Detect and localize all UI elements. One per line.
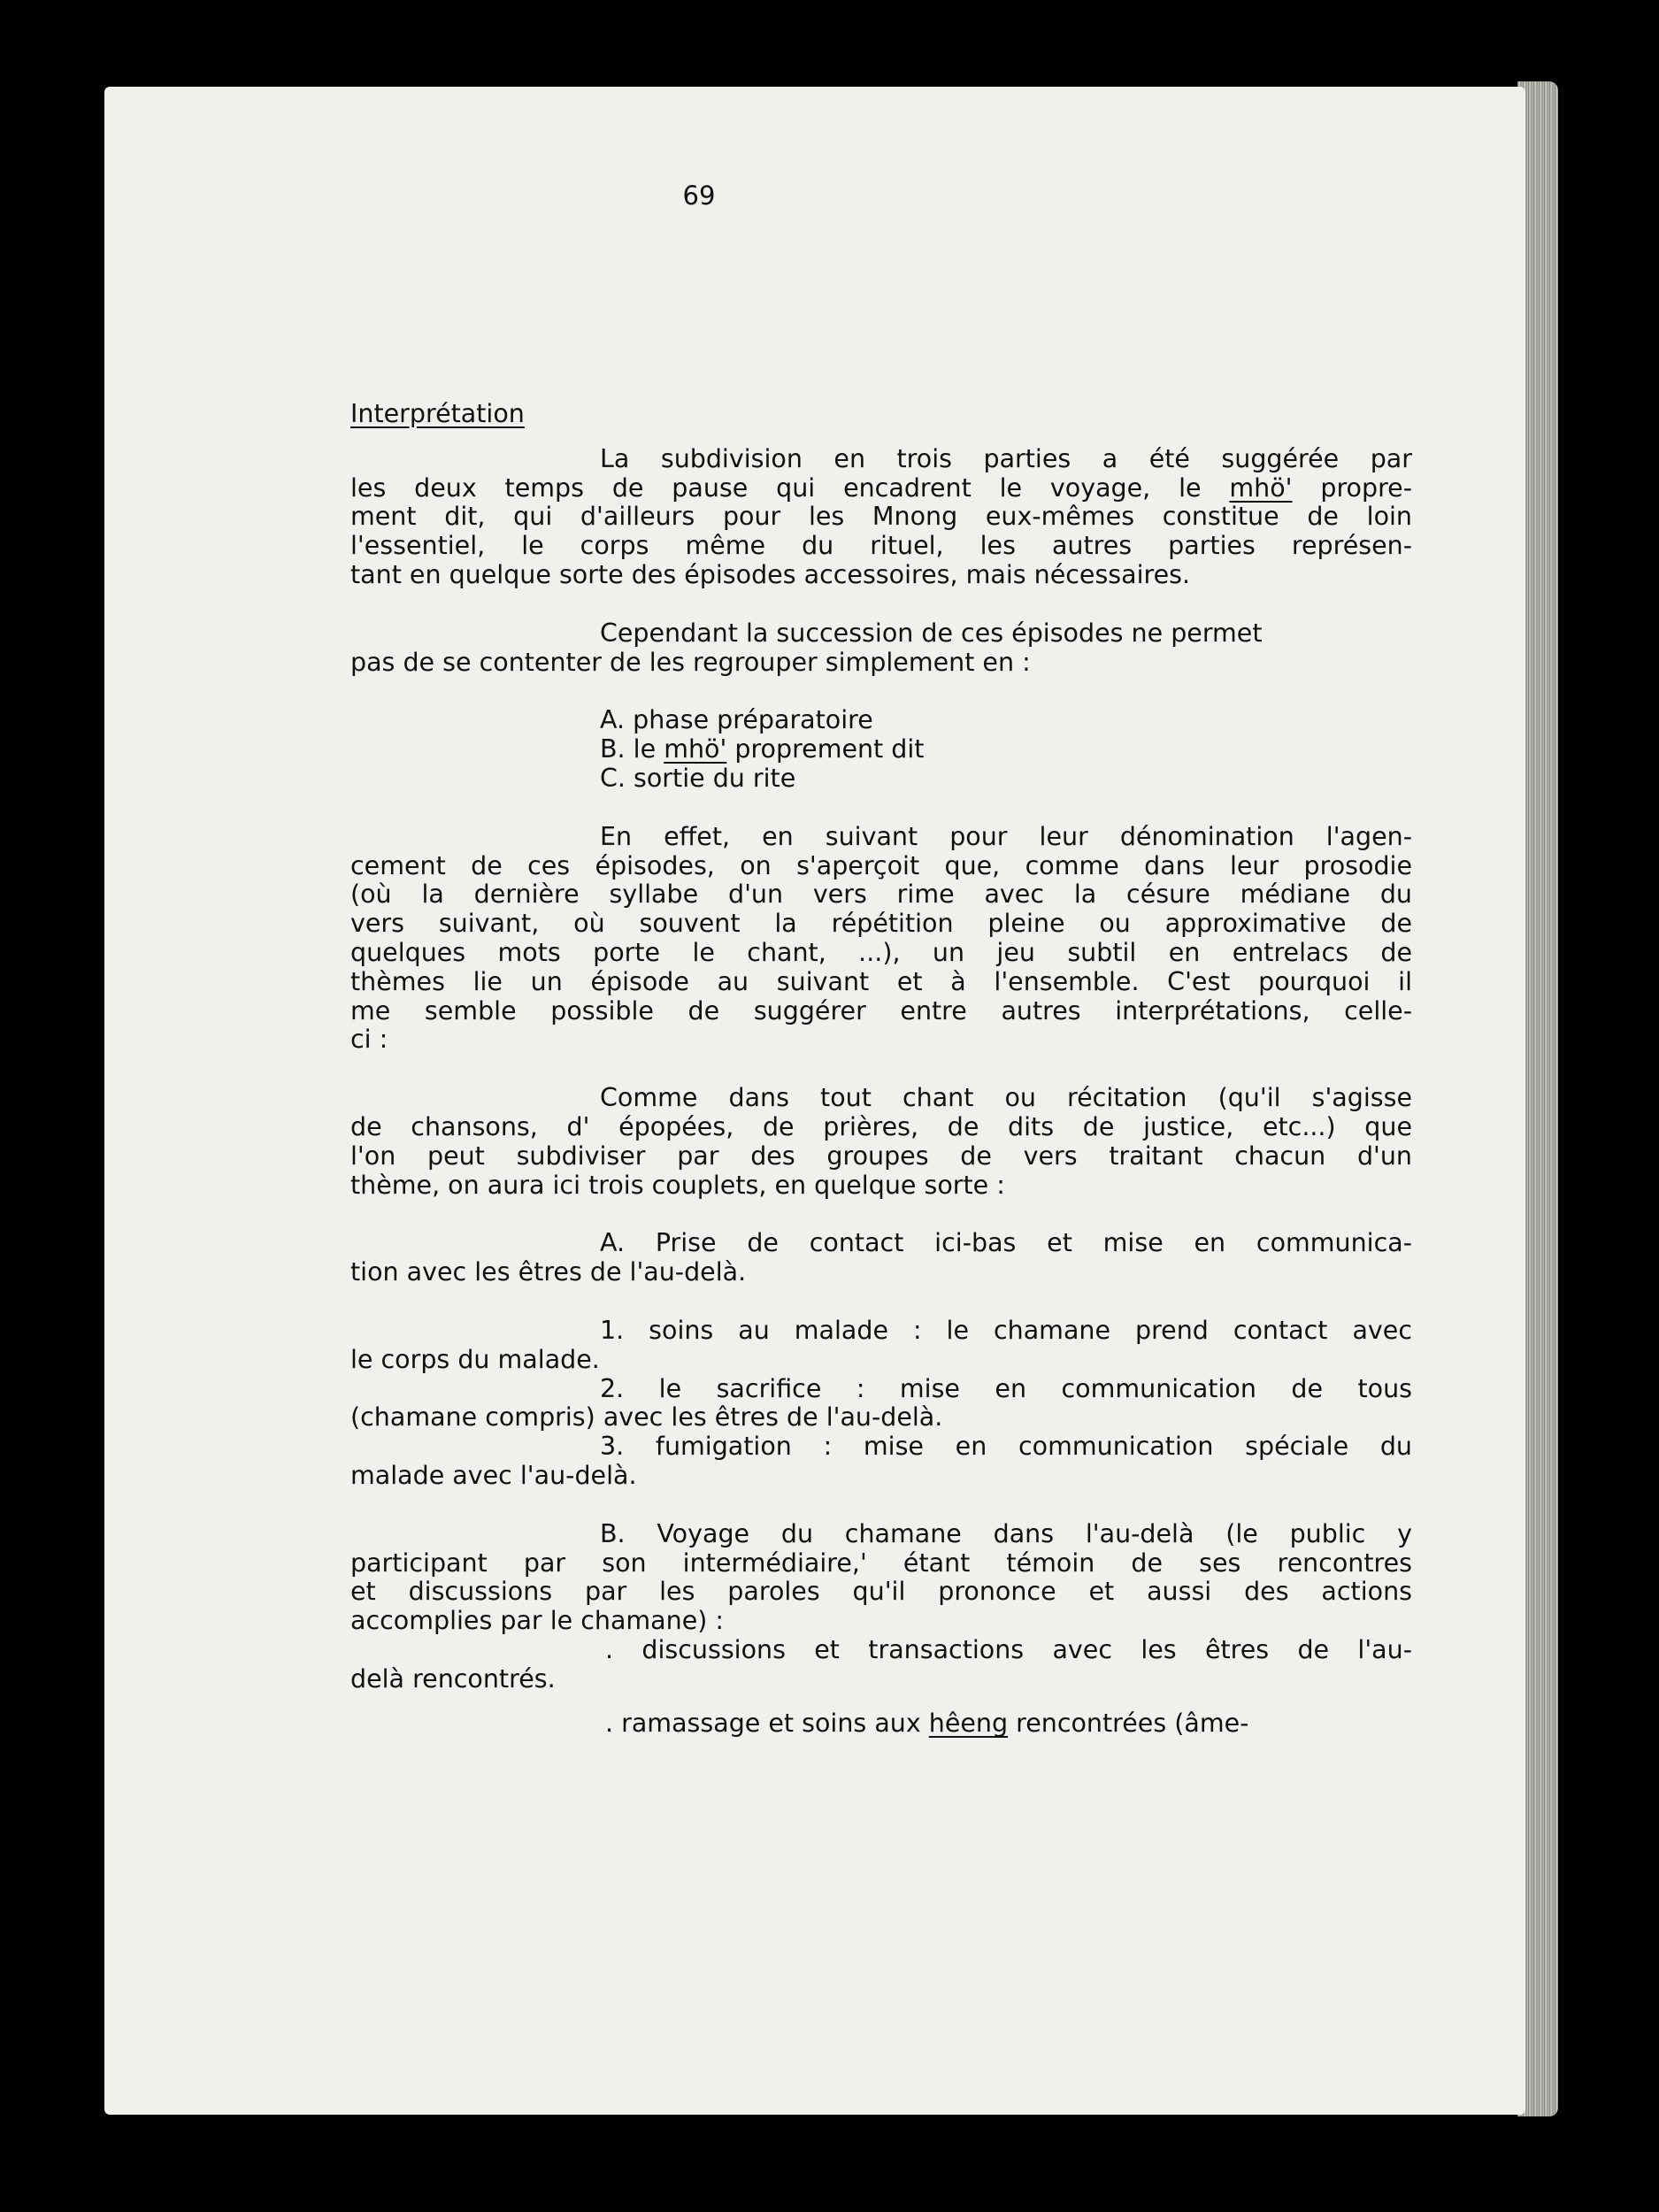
list-item: A. phase préparatoire <box>600 705 873 735</box>
section-b <box>350 1520 1412 1636</box>
bullet-b2 <box>350 1709 1412 1739</box>
text-line: cement de ces épisodes, on s'aperçoit que, comme dans leur prosodie <box>350 850 1412 880</box>
text-line: accomplies par le chamane) : <box>350 1606 725 1636</box>
text-line: A. Prise de contact ici-bas et mise en communica- <box>600 1228 1412 1258</box>
page-number: 69 <box>682 180 716 211</box>
list-item: C. sortie du rite <box>600 763 796 793</box>
item-a1 <box>350 1317 1412 1375</box>
phase-list <box>350 706 1412 793</box>
text-line: le corps du malade. <box>350 1344 600 1374</box>
text-line: thème, on aura ici trois couplets, en quelque sorte : <box>350 1170 1005 1200</box>
paragraph-4 <box>350 1084 1412 1200</box>
text-line: et discussions par les paroles qu'il prononce et aussi des actions <box>350 1577 1412 1607</box>
text-line: La subdivision en trois parties a été suggérée par <box>600 443 1412 473</box>
text-line: ment dit, qui d'ailleurs pour les Mnong eux-mêmes constitue de loin <box>350 502 1412 532</box>
text-line: B. Voyage du chamane dans l'au-delà (le public y <box>600 1518 1412 1548</box>
item-a3 <box>350 1432 1412 1491</box>
text-span: B. le <box>600 734 664 764</box>
text-span: . ramassage et soins aux <box>605 1709 929 1739</box>
text-line: quelques mots porte le chant, ...), un jeu subtil en entrelacs de <box>350 937 1412 967</box>
text-line <box>350 1709 1412 1739</box>
text-line: tion avec les êtres de l'au-delà. <box>350 1257 747 1287</box>
term-mho: mhö' <box>1229 472 1293 503</box>
text-span: les deux temps de pause qui encadrent le voyage, le <box>350 472 1230 503</box>
paragraph-1 <box>350 445 1412 590</box>
text-line: tant en quelque sorte des épisodes accessoires, mais nécessaires. <box>350 559 1191 589</box>
text-line: malade avec l'au-delà. <box>350 1460 637 1490</box>
text-line: de chansons, d' épopées, de prières, de dits de justice, etc...) que <box>350 1111 1412 1141</box>
text-line: Comme dans tout chant ou récitation (qu'il s'agisse <box>600 1083 1412 1113</box>
text-line: (chamane compris) avec les êtres de l'au-delà. <box>350 1402 943 1432</box>
body-text <box>350 400 1412 1739</box>
text-line: l'essentiel, le corps même du rituel, les autres parties représen- <box>350 531 1412 561</box>
list-item <box>350 735 1412 764</box>
text-line: me semble possible de suggérer entre autres interprétations, celle- <box>350 995 1412 1025</box>
section-heading: Interprétation <box>350 399 525 428</box>
paragraph-3 <box>350 823 1412 1055</box>
text-line: Cependant la succession de ces épisodes ne permet <box>600 618 1263 648</box>
text-line: 1. soins au malade : le chamane prend contact avec <box>600 1315 1412 1345</box>
text-line: delà rencontrés. <box>350 1663 556 1694</box>
paragraph-2 <box>350 619 1412 678</box>
text-line: . discussions et transactions avec les êtres de l'au- <box>605 1634 1412 1664</box>
text-line: pas de se contenter de les regrouper simplement en : <box>350 647 1031 677</box>
text-line: En effet, en suivant pour leur dénomination l'agen- <box>600 821 1412 851</box>
text-line <box>350 474 1412 503</box>
text-line: vers suivant, où souvent la répétition pleine ou approximative de <box>350 909 1412 939</box>
text-line: (où la dernière syllabe d'un vers rime avec la césure médiane du <box>350 879 1412 910</box>
text-span: propre- <box>1292 472 1412 503</box>
text-line: thèmes lie un épisode au suivant et à l'ensemble. C'est pourquoi il <box>350 966 1412 996</box>
bullet-b1 <box>350 1636 1412 1694</box>
text-line: 2. le sacrifice : mise en communication de tous <box>600 1373 1412 1403</box>
section-a <box>350 1229 1412 1287</box>
text-line: participant par son intermédiaire,' étant témoin de ses rencontres <box>350 1548 1412 1578</box>
text-span: proprement dit <box>726 734 925 764</box>
text-line: ci : <box>350 1025 388 1055</box>
term-mho: mhö' <box>664 734 727 764</box>
text-line: l'on peut subdiviser par des groupes de vers traitant chacun d'un <box>350 1141 1412 1171</box>
item-a2 <box>350 1375 1412 1433</box>
text-span: rencontrées (âme- <box>1008 1709 1249 1739</box>
text-line: 3. fumigation : mise en communication spéciale du <box>600 1432 1412 1462</box>
term-heeng: hêeng <box>928 1709 1009 1739</box>
